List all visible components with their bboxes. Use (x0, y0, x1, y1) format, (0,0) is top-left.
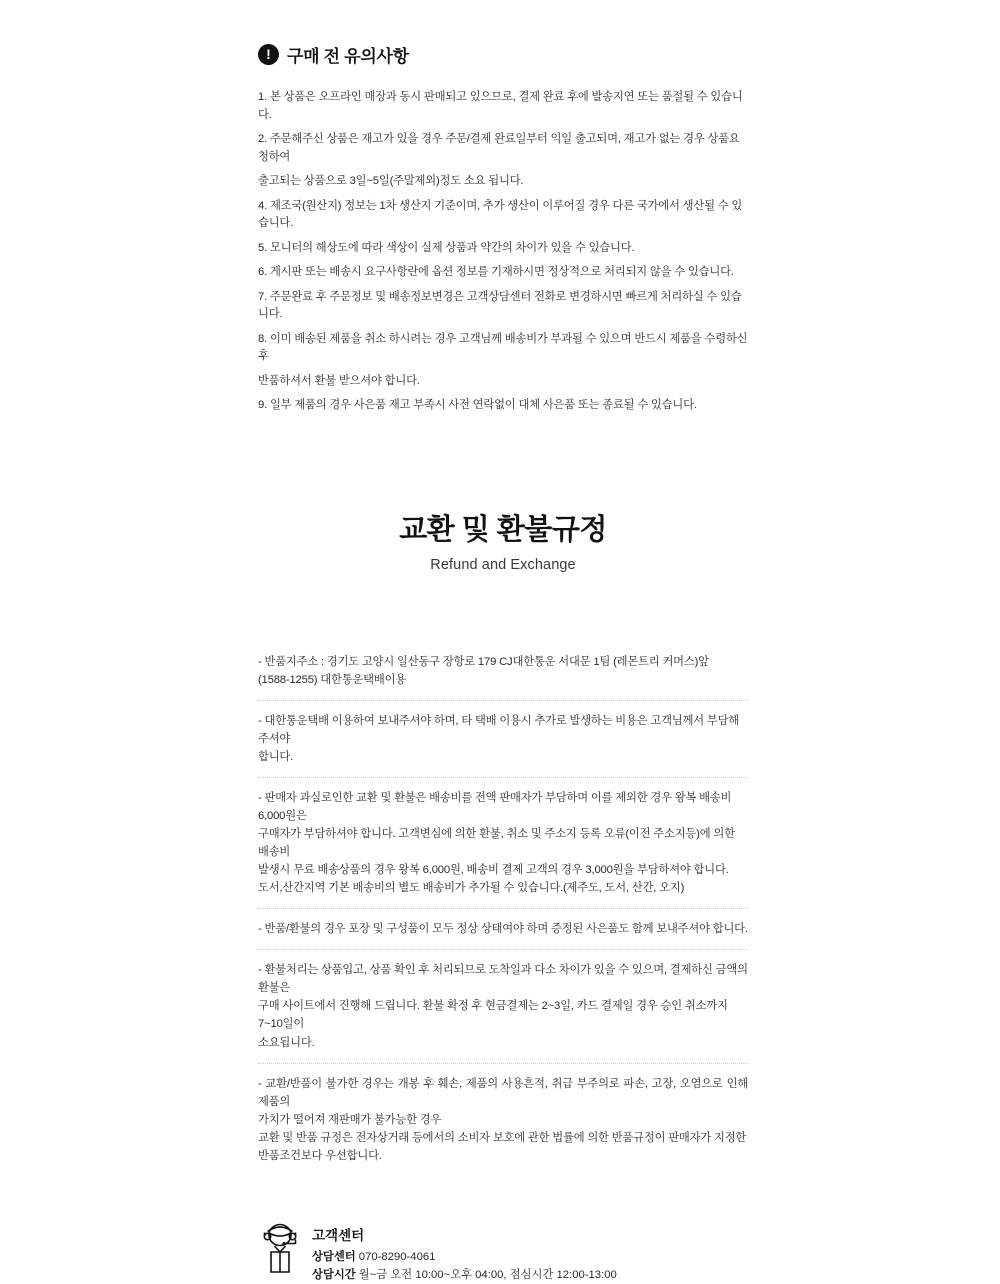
rule-line: 구매자가 부담하셔야 합니다. 고객변심에 의한 환불, 취소 및 주소지 등록 오류(이전 주소지등)에 의한 배송비 (258, 827, 735, 858)
customer-service-person-icon (258, 1222, 302, 1274)
refund-title-english: Refund and Exchange (430, 556, 576, 573)
notice-item: 1. 본 상품은 오프라인 매장과 동시 판매되고 있으므로, 결제 완료 후에 발송지연 또는 품절될 수 있습니다. (258, 91, 743, 121)
notice-item: 4. 제조국(원산지) 정보는 1차 생산지 기준이며, 추가 생산이 이루어질 경우 다른 국가에서 생산될 수 있습니다. (258, 199, 743, 229)
notice-item: 9. 일부 제품의 경우 사은품 재고 부족시 사전 연락없이 대체 사은품 또는 종료될 수 있습니다. (258, 399, 697, 411)
phone-label: 상담센터 (312, 1250, 356, 1263)
refund-rule-packaging (258, 920, 748, 950)
notice-item: 2. 주문해주신 상품은 재고가 있을 경우 주문/결제 완료일부터 익일 출고되며, 재고가 없는 경우 상품요청하여 (258, 133, 740, 163)
customer-center-block (258, 1222, 748, 1284)
rule-line: (1588-1255) 대한통운택배이용 (258, 673, 406, 686)
rule-line: - 반품/환불의 경우 포장 및 구성품이 모두 정상 상태여야 하며 증정된 사은품도 함께 보내주셔야 합니다. (258, 923, 748, 936)
refund-rule-return-address (258, 653, 748, 701)
rule-line: 도서,산간지역 기본 배송비의 별도 배송비가 추가될 수 있습니다.(제주도, 도서, 산간, 오지) (258, 882, 685, 895)
notice-item: 5. 모니터의 해상도에 따라 색상이 실제 상품과 약간의 차이가 있을 수 있습니다. (258, 241, 635, 254)
notice-title: 구매 전 유의사항 (287, 47, 409, 66)
refund-rule-non-exchangeable (258, 1075, 748, 1176)
refund-rule-processing-time (258, 961, 748, 1063)
rule-line: 구매 사이트에서 진행해 드립니다. 환불 확정 후 현금결제는 2~3일, 카드 결제일 경우 승인 취소까지 7~10일이 (258, 1000, 728, 1031)
rule-line: - 교환/반품이 불가한 경우는 개봉 후 훼손, 제품의 사용흔적, 취급 부주의로 파손, 고장, 오염으로 인해 제품의 (258, 1077, 748, 1108)
phone-value: 070-8290-4061 (358, 1250, 436, 1263)
customer-center-hours-row (312, 1266, 617, 1284)
rule-line: 가치가 떨어져 재판매가 불가능한 경우 (258, 1113, 442, 1126)
exclamation-icon: ! (258, 44, 279, 65)
rule-line: - 반품지주소 : 경기도 고양시 일산동구 장항로 179 CJ대한통운 서대문 1팀 (레몬트리 커머스)앞 (258, 655, 709, 668)
hours-value: 월~금 오전 10:00~오후 04:00, 점심시간 12:00-13:00 (358, 1268, 617, 1281)
rule-line: 반품조건보다 우선합니다. (258, 1149, 382, 1162)
rule-line: - 대한통운택배 이용하여 보내주셔야 하며, 타 택배 이용시 추가로 발생하는 비용은 고객님께서 부담해 주셔야 (258, 714, 739, 745)
refund-rule-courier (258, 712, 748, 778)
customer-center-title: 고객센터 (312, 1227, 365, 1243)
rule-line: 교환 및 반품 규정은 전자상거래 등에서의 소비자 보호에 관한 법률에 의한 반품규정이 판매자가 지정한 (258, 1131, 747, 1144)
refund-rule-shipping-fee (258, 789, 748, 909)
rule-line: - 환불처리는 상품입고, 상품 확인 후 처리되므로 도착일과 다소 차이가 있을 수 있으며, 결제하신 금액의 환불은 (258, 964, 748, 995)
notice-header (258, 42, 748, 67)
notice-item: 6. 게시판 또는 배송시 요구사항란에 옵션 정보를 기재하시면 정상적으로 처리되지 않을 수 있습니다. (258, 266, 734, 278)
refund-heading-block (258, 507, 748, 573)
rule-line: 소요됩니다. (258, 1036, 315, 1049)
notice-item: 8. 이미 배송된 제품을 취소 하시려는 경우 고객님께 배송비가 부과될 수 있으며 반드시 제품을 수령하신 후 (258, 332, 748, 362)
notice-item: 출고되는 상품으로 3일~5일(주말제외)정도 소요 됩니다. (258, 175, 524, 187)
notice-list (258, 89, 748, 415)
rule-line: - 판매자 과실로인한 교환 및 환불은 배송비를 전액 판매자가 부담하며 이를 제외한 경우 왕복 배송비 6,000원은 (258, 791, 732, 822)
customer-center-phone-row (312, 1248, 617, 1266)
customer-center-text (312, 1222, 617, 1284)
notice-item: 7. 주문완료 후 주문정보 및 배송정보변경은 고객상담센터 전화로 변경하시면 빠르게 처리하실 수 있습니다. (258, 290, 742, 320)
content-column (258, 0, 748, 1284)
rule-line: 합니다. (258, 750, 294, 763)
refund-title-korean: 교환 및 환불규정 (399, 513, 607, 546)
rule-line: 발생시 무료 배송상품의 경우 왕복 6,000원, 배송비 결제 고객의 경우 3,000원을 부담하셔야 합니다. (258, 864, 729, 877)
notice-item: 반품하셔서 환불 받으셔야 합니다. (258, 374, 420, 387)
refund-rules-list (258, 653, 748, 1176)
hours-label: 상담시간 (312, 1268, 356, 1281)
